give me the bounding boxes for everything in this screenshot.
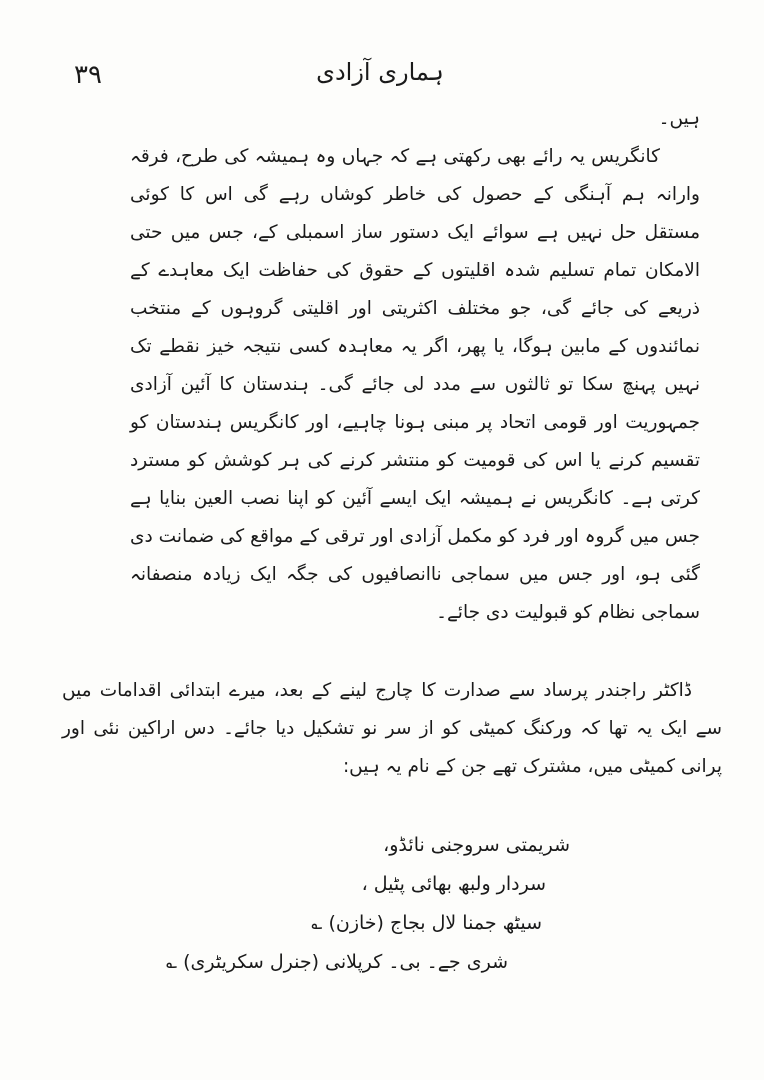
- paragraph-lead: ہیں۔: [658, 108, 700, 129]
- page-number: ۳۹: [74, 60, 102, 90]
- paragraph-working-committee: ڈاکٹر راجندر پرساد سے صدارت کا چارج لینے کے بعد، میرے ابتدائی اقدامات میں سے ایک یہ تھا کہ ورکنگ کمیٹی کو از سر نو تشکیل دیا جائے۔ دس اراکین نئی اور پرانی کمیٹی میں، مشترک تھے جن کے نام یہ ہیں:: [62, 680, 722, 777]
- member-item: سیٹھ جمنا لال بجاج (خازن) ؎: [311, 912, 542, 934]
- paragraph-body: کانگریس یہ رائے بھی رکھتی ہے کہ جہاں وہ ہمیشہ کی طرح، فرقہ وارانہ ہم آہنگی کے حصول کی خاطر کوشاں رہے گی اس کا کوئی مستقل حل نہیں ہے سوائے ایک دستور ساز اسمبلی کے، جس میں حتی الامکان تمام تسلیم شدہ اقلیتوں کے حقوق کی حفاظت ایک معاہدے کے ذریعے کی جائے گی، جو مختلف اکثریتی اور اقلیتی گروہوں کے منتخب نمائندوں کے مابین ہوگا، یا پھر، اگر یہ معاہدہ کسی نتیجہ خیز نقطے تک نہیں پہنچ سکا تو ثالثوں سے مدد لی جائے گی۔ ہندستان کا آئین آزادی جمہوریت اور قومی اتحاد پر مبنی ہونا چاہیے، اور کانگریس ہندستان کو تقسیم کرنے یا اس کی قومیت کو منتشر کرنے کی ہر کوشش کو مسترد کرتی ہے۔ کانگریس نے ہمیشہ ایک ایسے آئین کو اپنا نصب العین بنایا ہے جس میں گروہ اور فرد کو مکمل آزادی اور ترقی کے مواقع کی ضمانت دی گئی ہو، اور جس میں سماجی ناانصافیوں کی جگہ ایک زیادہ منصفانہ سماجی نظام کو قبولیت دی جائے۔: [130, 146, 700, 623]
- member-item: سردار ولبھ بھائی پٹیل ،: [361, 873, 546, 895]
- page-header: [60, 58, 700, 98]
- paragraph-congress-resolution: [130, 100, 700, 632]
- member-list: [165, 826, 570, 982]
- member-item: شریمتی سروجنی نائڈو،: [383, 834, 570, 856]
- member-item: شری جے۔ بی۔ کرپلانی (جنرل سکریٹری) ؎: [165, 951, 508, 973]
- running-title: ہماری آزادی: [316, 58, 444, 86]
